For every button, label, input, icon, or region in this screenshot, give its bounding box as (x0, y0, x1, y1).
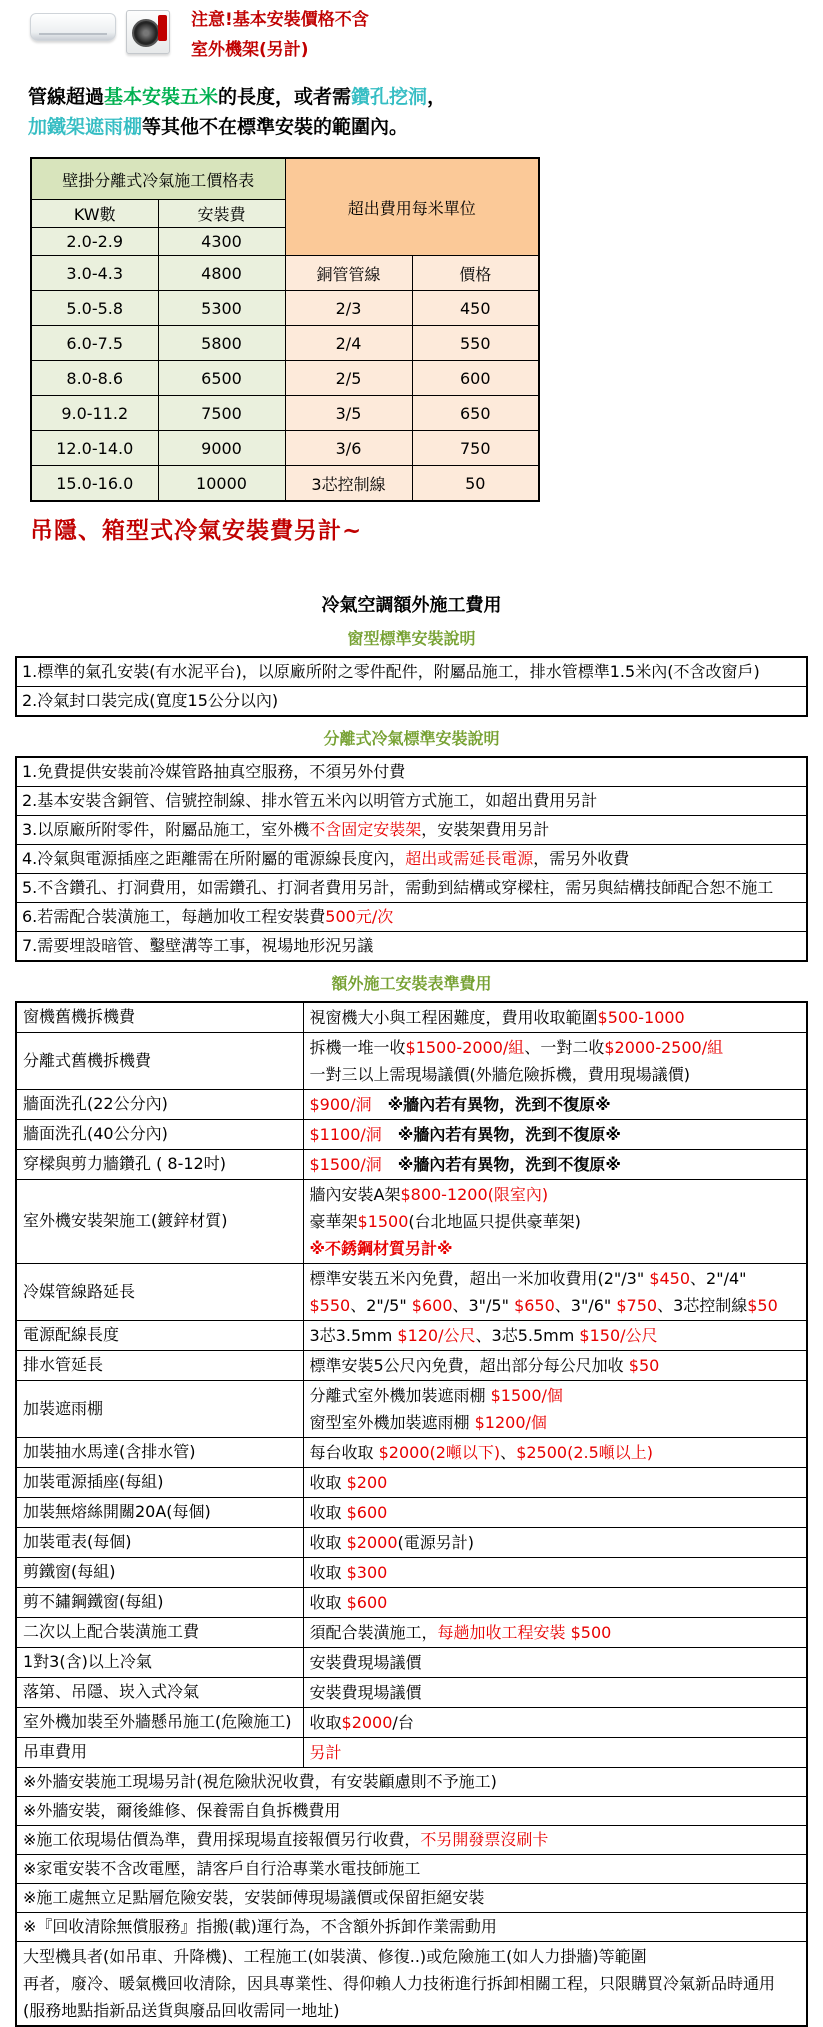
row-value (303, 1119, 807, 1149)
table-cell: 4800 (158, 256, 285, 291)
extra-fee-row (16, 1737, 807, 1767)
table-cell: 價格 (412, 256, 539, 291)
table-cell: KW數 (31, 200, 158, 228)
value-line (310, 1649, 801, 1676)
text-segment: 收取 (309, 1472, 347, 1492)
text-segment: 、一對二收 (524, 1037, 605, 1057)
price-table-header-row (31, 158, 539, 200)
row-value (303, 1707, 807, 1737)
text-segment: 4.冷氣與電源插座之距離需在所附屬的電源線長度內， (22, 848, 406, 868)
row-value (303, 1032, 807, 1089)
text-segment: $2000 (346, 1532, 398, 1552)
text-segment: $1500 (357, 1211, 409, 1231)
text-segment: 7.需要埋設暗管、鑿壁溝等工事，視場地形況另議 (22, 935, 374, 955)
instruction-text (16, 931, 807, 961)
text-segment: ※牆內若有異物，洗到不復原※ (381, 1124, 621, 1144)
value-line (310, 1004, 801, 1031)
table-cell: 5.0-5.8 (31, 291, 158, 326)
value-line (310, 1439, 801, 1466)
text-segment: 不另開發票沒刷卡 (420, 1829, 549, 1849)
extra-fee-row (16, 1119, 807, 1149)
text-segment: 收取 (309, 1592, 347, 1612)
row-value (303, 1149, 807, 1179)
table-cell: 9000 (158, 431, 285, 466)
table-cell: 12.0-14.0 (31, 431, 158, 466)
price-table-row (31, 326, 539, 361)
text-segment: 6.若需配合裝潢施工，每趟加收工程安裝費 (22, 906, 326, 926)
extra-fee-row (16, 1557, 807, 1587)
row-value (303, 1002, 807, 1033)
row-value (303, 1527, 807, 1557)
table-cell: 4300 (158, 228, 285, 256)
text-segment: ※外牆安裝，爾後維修、保養需自負拆機費用 (23, 1800, 341, 1820)
text-segment: 每台收取 (309, 1442, 379, 1462)
table-cell: 6500 (158, 361, 285, 396)
value-line (310, 1181, 801, 1208)
row-label: 加裝遮雨棚 (16, 1380, 303, 1437)
text-segment: $1500/洞 (309, 1154, 382, 1174)
note-text (16, 1912, 807, 1941)
text-segment: ，需另外收費 (533, 848, 630, 868)
instruction-text (16, 844, 807, 873)
value-line (310, 1121, 801, 1148)
note-text (16, 1825, 807, 1854)
row-label: 加裝抽水馬達(含排水管) (16, 1437, 303, 1467)
text-segment: ，安裝架費用另計 (421, 819, 550, 839)
value-line (310, 1091, 801, 1118)
extra-fee-header: 額外施工安裝表準費用 (331, 973, 492, 993)
row-label: 窗機舊機拆機費 (16, 1002, 303, 1033)
row-value (303, 1557, 807, 1587)
table-cell: 9.0-11.2 (31, 396, 158, 431)
text-segment: 安裝費現場議價 (309, 1682, 422, 1702)
value-line (310, 1739, 801, 1766)
text-segment: 5.不含鑽孔、打洞費用，如需鑽孔、打洞者費用另計，需動到結構或穿樑柱，需另與結構技師配合恕不施工 (22, 877, 774, 897)
table-cell: 7500 (158, 396, 285, 431)
price-table-title: 壁掛分離式冷氣施工價格表 (31, 158, 285, 200)
text-segment: ※牆內若有異物，洗到不復原※ (381, 1154, 621, 1174)
text-segment: $600 (346, 1592, 388, 1612)
table-cell: 15.0-16.0 (31, 466, 158, 501)
text-segment: 管線超過 (28, 86, 105, 108)
header-area (30, 4, 823, 68)
table-cell: 3/6 (285, 431, 412, 466)
text-segment: 安裝費現場議價 (309, 1652, 422, 1672)
text-segment: 收取 (309, 1712, 342, 1732)
extra-fee-row (16, 1467, 807, 1497)
row-label: 牆面洗孔(40公分內) (16, 1119, 303, 1149)
value-line (310, 1034, 801, 1061)
price-table-row (31, 466, 539, 501)
value-line (310, 1469, 801, 1496)
value-line (310, 1235, 801, 1262)
extra-fee-row (16, 1647, 807, 1677)
text-segment: $550 (309, 1295, 351, 1315)
value-line (310, 1559, 801, 1586)
text-segment: $500-1000 (597, 1007, 685, 1027)
table-cell: 8.0-8.6 (31, 361, 158, 396)
text-segment: 須配合裝潢施工， (309, 1622, 438, 1642)
text-segment: $1500-2000/組 (405, 1037, 525, 1057)
value-line (310, 1352, 801, 1379)
value-line (310, 1151, 801, 1178)
text-segment: 鑽孔挖洞 (351, 86, 428, 108)
text-segment: 標準安裝五米內免費，超出一米加收費用(2"/3" (309, 1268, 650, 1288)
text-segment: $200 (346, 1472, 388, 1492)
price-table-row (31, 431, 539, 466)
intro-line-1 (28, 82, 823, 112)
text-segment: 不含固定安裝架 (309, 819, 422, 839)
split-install-row (16, 815, 807, 844)
value-line (310, 1061, 801, 1088)
row-value (303, 1677, 807, 1707)
extra-fee-row (16, 1707, 807, 1737)
ac-product-image (30, 4, 175, 62)
table-cell: 安裝費 (158, 200, 285, 228)
text-segment: ※施工處無立足點層危險安裝，安裝師傅現場議價或保留拒絕安裝 (23, 1887, 485, 1907)
table-cell: 5800 (158, 326, 285, 361)
value-line (310, 1679, 801, 1706)
value-line (310, 1409, 801, 1436)
text-segment: $50 (747, 1295, 778, 1315)
text-segment: 加鐵架遮雨棚 (28, 116, 143, 139)
table-cell: 2/3 (285, 291, 412, 326)
final-note-line: 大型機具者(如吊車、升降機)、工程施工(如裝潢、修復..)或危險施工(如人力掛牆)等範圍 (23, 1946, 647, 1966)
row-label: 落第、吊隱、崁入式冷氣 (16, 1677, 303, 1707)
row-value (303, 1320, 807, 1350)
row-value (303, 1497, 807, 1527)
text-segment: ※牆內若有異物，洗到不復原※ (371, 1094, 611, 1114)
extra-fee-row (16, 1587, 807, 1617)
split-install-row (16, 873, 807, 902)
price-table-row (31, 256, 539, 291)
table-cell: 3.0-4.3 (31, 256, 158, 291)
row-label: 剪鐵窗(每組) (16, 1557, 303, 1587)
row-value (303, 1350, 807, 1380)
row-value (303, 1437, 807, 1467)
text-segment: ※外牆安裝施工現場另計(視危險狀況收費，有安裝顧慮則不予施工) (23, 1771, 497, 1791)
text-segment: 、3"/6" (554, 1295, 617, 1315)
text-segment: $600 (411, 1295, 453, 1315)
row-label: 室外機安裝架施工(鍍鋅材質) (16, 1179, 303, 1263)
extra-fee-row (16, 1527, 807, 1557)
row-label: 室外機加裝至外牆懸吊施工(危險施工) (16, 1707, 303, 1737)
indoor-unit-image (30, 13, 116, 41)
price-table-row (31, 291, 539, 326)
text-segment: ， (427, 86, 447, 108)
extra-fee-row (16, 1089, 807, 1119)
extra-fee-row (16, 1617, 807, 1647)
row-value (303, 1587, 807, 1617)
text-segment: $150/公尺 (579, 1325, 658, 1345)
text-segment: 一對三以上需現場議價(外牆危險拆機，費用現場議價) (309, 1064, 690, 1084)
text-segment: 、2"/5" (350, 1295, 412, 1315)
row-label: 分離式舊機拆機費 (16, 1032, 303, 1089)
fan-icon (132, 19, 160, 47)
row-value (303, 1263, 807, 1320)
value-line (310, 1499, 801, 1526)
note-row (16, 1883, 807, 1912)
text-segment: 牆內安裝A架 (309, 1184, 401, 1204)
extra-fee-row (16, 1149, 807, 1179)
text-segment: 視窗機大小與工程困難度，費用收取範圍 (309, 1007, 598, 1027)
text-segment: 分離式室外機加裝遮雨棚 (309, 1385, 491, 1405)
text-segment: 、2"/4" (690, 1268, 747, 1288)
note-text (16, 1796, 807, 1825)
text-segment: 500元/次 (325, 906, 394, 926)
row-value (303, 1467, 807, 1497)
note-row (16, 1767, 807, 1796)
row-label: 電源配線長度 (16, 1320, 303, 1350)
row-label: 加裝電源插座(每組) (16, 1467, 303, 1497)
table-cell: 3芯控制線 (285, 466, 412, 501)
text-segment: 、3芯5.5mm (475, 1325, 580, 1345)
text-segment: $650 (514, 1295, 555, 1315)
value-line (310, 1709, 801, 1736)
table-cell: 2/5 (285, 361, 412, 396)
row-label: 吊車費用 (16, 1737, 303, 1767)
text-segment: 收取 (309, 1532, 347, 1552)
final-note-line: 再者，廢冷、暖氣機回收清除，因具專業性、得仰賴人力技術進行拆卸相關工程，只限購買冷氣新品時通用 (23, 1973, 776, 1993)
text-segment: 、3芯控制線 (657, 1295, 748, 1315)
row-label: 1對3(含)以上冷氣 (16, 1647, 303, 1677)
text-segment: 3.以原廠所附零件，附屬品施工，室外機 (22, 819, 310, 839)
note-row (16, 1912, 807, 1941)
extra-fee-row (16, 1320, 807, 1350)
table-cell: 6.0-7.5 (31, 326, 158, 361)
instruction-text (16, 786, 807, 815)
row-label: 二次以上配合裝潢施工費 (16, 1617, 303, 1647)
section-title: 冷氣空調額外施工費用 (321, 594, 502, 616)
text-segment: $800-1200(限室內) (400, 1184, 549, 1204)
extra-fee-row (16, 1437, 807, 1467)
value-line (310, 1265, 801, 1319)
text-segment: ※家電安裝不含改電壓，請客戶自行洽專業水電技師施工 (23, 1858, 421, 1878)
text-segment: 標準安裝5公尺內免費，超出部分每公尺加收 (309, 1355, 629, 1375)
text-segment: ※施工依現場估價為準，費用採現場直接報價另行收費， (23, 1829, 421, 1849)
final-note-line: (服務地點指新品送貨與廢品回收需同一地址) (23, 2000, 340, 2020)
row-value (303, 1179, 807, 1263)
install-notice (191, 4, 369, 66)
text-segment: 1.免費提供安裝前冷媒管路抽真空服務，不須另外付費 (22, 761, 406, 781)
text-segment: 豪華架 (309, 1211, 358, 1231)
value-line (310, 1322, 801, 1349)
value-line (310, 1208, 801, 1235)
text-segment: 2.基本安裝含銅管、信號控制線、排水管五米內以明管方式施工，如超出費用另計 (22, 790, 598, 810)
extra-fee-table (15, 1001, 808, 2027)
extra-fee-row (16, 1350, 807, 1380)
instruction-text (16, 873, 807, 902)
note-row (16, 1825, 807, 1854)
table-cell: 2/4 (285, 326, 412, 361)
row-value (303, 1617, 807, 1647)
table-cell: 650 (412, 396, 539, 431)
text-segment: 2.冷氣封口裝完成(寬度15公分以內) (22, 690, 279, 710)
split-install-row (16, 757, 807, 787)
text-segment: 每趟加收工程安裝 $500 (437, 1622, 612, 1642)
table-cell: 2.0-2.9 (31, 228, 158, 256)
text-segment: $450 (649, 1268, 691, 1288)
table-cell: 10000 (158, 466, 285, 501)
text-segment: 3芯3.5mm (309, 1325, 398, 1345)
text-segment: $300 (346, 1562, 388, 1582)
text-segment: $2000-2500/組 (604, 1037, 724, 1057)
final-note (16, 1941, 807, 2026)
split-install-row (16, 786, 807, 815)
split-install-row (16, 931, 807, 961)
text-segment: $900/洞 (309, 1094, 372, 1114)
window-install-row (16, 686, 807, 716)
text-segment: 等其他不在標準安裝的範圍內。 (142, 116, 409, 139)
window-install-table (15, 656, 808, 717)
table-cell: 600 (412, 361, 539, 396)
row-value (303, 1737, 807, 1767)
text-segment: $2500(2.5噸以上) (516, 1442, 654, 1462)
text-segment: $1100/洞 (309, 1124, 382, 1144)
extra-fee-row (16, 1677, 807, 1707)
instruction-text (16, 657, 807, 687)
text-segment: $120/公尺 (397, 1325, 476, 1345)
note-text (16, 1854, 807, 1883)
extra-fee-row (16, 1497, 807, 1527)
row-label: 穿樑與剪力牆鑽孔 ( 8-12吋) (16, 1149, 303, 1179)
hanging-boxtype-note: 吊隱、箱型式冷氣安裝費另計~ (30, 516, 363, 544)
intro-line-2 (28, 112, 823, 142)
text-segment: 1.標準的氣孔安裝(有水泥平台)，以原廠所附之零件配件，附屬品施工，排水管標準1.5米內(不含改窗戶) (22, 661, 760, 681)
text-segment: 另計 (309, 1742, 342, 1762)
value-line (310, 1589, 801, 1616)
outdoor-unit-red-label (158, 15, 167, 41)
text-segment: ※不銹鋼材質另計※ (309, 1238, 453, 1258)
text-segment: 窗型室外機加裝遮雨棚 (309, 1412, 475, 1432)
text-segment: 收取 (309, 1562, 347, 1582)
intro-paragraph (28, 82, 823, 143)
value-line (310, 1619, 801, 1646)
text-segment: (電源另計) (397, 1532, 474, 1552)
window-install-row (16, 657, 807, 687)
extra-fee-row (16, 1179, 807, 1263)
text-segment: 、 (500, 1442, 517, 1462)
wall-split-price-table (30, 157, 540, 502)
window-install-header: 窗型標準安裝說明 (347, 628, 476, 648)
text-segment: 超出或需延長電源 (405, 848, 534, 868)
extra-fee-row (16, 1002, 807, 1033)
table-cell: 550 (412, 326, 539, 361)
text-segment: 拆機一堆一收 (309, 1037, 406, 1057)
note-row (16, 1796, 807, 1825)
text-segment: $2000(2噸以下) (378, 1442, 501, 1462)
table-cell: 50 (412, 466, 539, 501)
final-note-row (16, 1941, 807, 2026)
text-segment: $600 (346, 1502, 388, 1522)
price-table-row (31, 396, 539, 431)
split-install-table (15, 756, 808, 962)
table-cell: 銅管管線 (285, 256, 412, 291)
row-label: 加裝無熔絲開關20A(每個) (16, 1497, 303, 1527)
text-segment: /台 (392, 1712, 414, 1732)
split-install-row (16, 844, 807, 873)
notice-line-2: 室外機架(另計) (191, 39, 309, 60)
row-value (303, 1647, 807, 1677)
instruction-text (16, 902, 807, 931)
table-cell: 3/5 (285, 396, 412, 431)
text-segment: 基本安裝五米 (104, 86, 219, 108)
text-segment: ※『回收清除無償服務』指搬(載)運行為，不含額外拆卸作業需動用 (23, 1916, 497, 1936)
notice-line-1: 注意!基本安裝價格不含 (191, 10, 369, 30)
split-install-row (16, 902, 807, 931)
row-value (303, 1380, 807, 1437)
excess-fee-title: 超出費用每米單位 (285, 158, 539, 256)
extra-fee-row (16, 1380, 807, 1437)
price-table-row (31, 361, 539, 396)
instruction-text (16, 686, 807, 716)
text-segment: $750 (616, 1295, 658, 1315)
text-segment: $50 (628, 1355, 660, 1375)
text-segment: $2000 (341, 1712, 393, 1732)
extra-fee-row (16, 1263, 807, 1320)
text-segment: $1500/個 (490, 1385, 563, 1405)
row-label: 加裝電表(每個) (16, 1527, 303, 1557)
text-segment: $1200/個 (474, 1412, 547, 1432)
table-cell: 450 (412, 291, 539, 326)
text-segment: 收取 (309, 1502, 347, 1522)
text-segment: 的長度，或者需 (218, 86, 352, 108)
split-install-header: 分離式冷氣標準安裝說明 (323, 728, 500, 748)
note-text (16, 1767, 807, 1796)
instruction-text (16, 815, 807, 844)
note-text (16, 1883, 807, 1912)
row-label: 剪不鏽鋼鐵窗(每組) (16, 1587, 303, 1617)
row-label: 牆面洗孔(22公分內) (16, 1089, 303, 1119)
extra-fee-row (16, 1032, 807, 1089)
outdoor-unit-image (126, 10, 170, 54)
text-segment: 、3"/5" (452, 1295, 515, 1315)
row-label: 排水管延長 (16, 1350, 303, 1380)
value-line (310, 1382, 801, 1409)
table-cell: 5300 (158, 291, 285, 326)
value-line (310, 1529, 801, 1556)
instruction-text (16, 757, 807, 787)
table-cell: 750 (412, 431, 539, 466)
note-row (16, 1854, 807, 1883)
row-label: 冷媒管線路延長 (16, 1263, 303, 1320)
row-value (303, 1089, 807, 1119)
text-segment: (台北地區只提供豪華架) (408, 1211, 581, 1231)
